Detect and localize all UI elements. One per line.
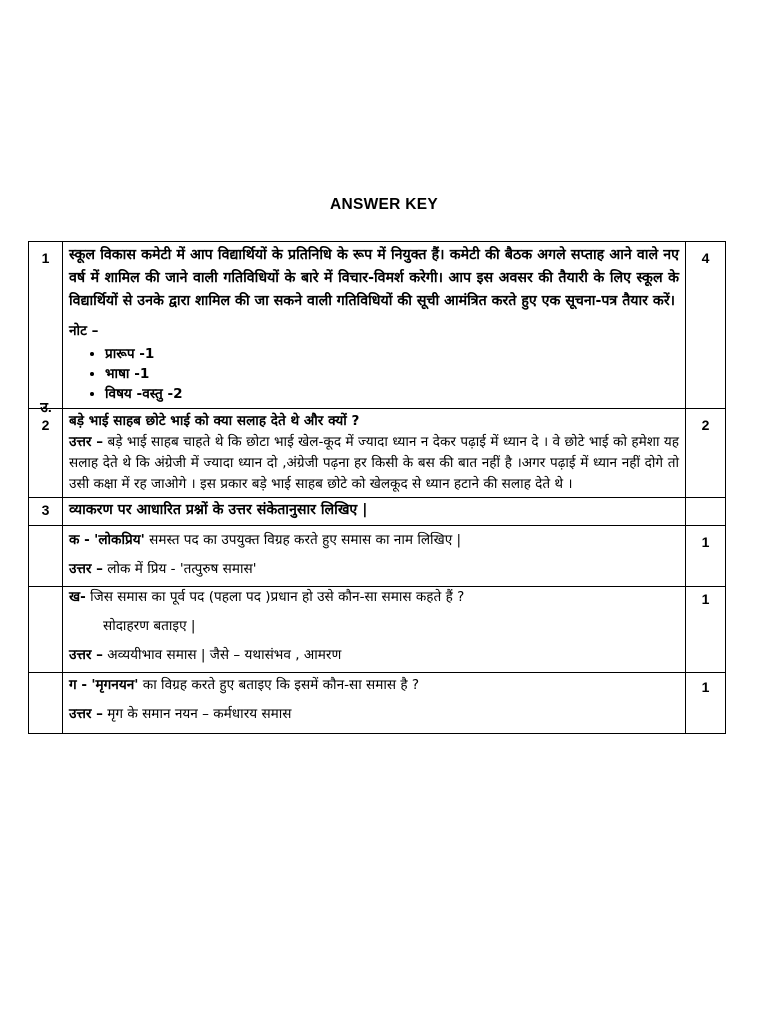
- question-content: [63, 242, 686, 409]
- marks-cell: 1: [686, 673, 726, 734]
- part-label: ख-: [69, 589, 86, 605]
- marks-cell: 1: [686, 526, 726, 587]
- answer-body: अव्ययीभाव समास | जैसे – यथासंभव , आमरण: [102, 647, 342, 663]
- answer-label: उत्तर –: [69, 434, 104, 450]
- note-label: नोट –: [69, 323, 99, 339]
- question-content: [63, 587, 686, 673]
- question-text: [69, 530, 679, 551]
- part-label: क -: [69, 532, 90, 548]
- answer-table: [28, 241, 726, 734]
- marks-cell: 2: [686, 409, 726, 498]
- table-row-q3-ga: [29, 673, 726, 734]
- table-row-q3-kha: [29, 587, 726, 673]
- question-number: 2: [29, 409, 63, 498]
- question-body: जिस समास का पूर्व पद (पहला पद )प्रधान हो उसे कौन-सा समास कहते हैं ?: [85, 589, 465, 605]
- empty-cell: [29, 587, 63, 673]
- list-item: • भाषा -1: [105, 364, 679, 384]
- marks-cell: [686, 498, 726, 526]
- table-row-q3: [29, 498, 726, 526]
- question-content: [63, 526, 686, 587]
- question-content: [63, 409, 686, 498]
- question-number: 1: [41, 250, 50, 266]
- term: 'लोकप्रिय': [94, 532, 145, 548]
- question-heading: [63, 498, 686, 526]
- table-row-q3-ka: [29, 526, 726, 587]
- table-row-q1: [29, 242, 726, 409]
- question-text: स्कूल विकास कमेटी में आप विद्यार्थियों के प्रतिनिधि के रूप में नियुक्त हैं। कमेटी की बैठक अगले सप्ताह आने वाले नए वर्ष में शामिल की जाने वाली गतिविधियों के बारे में विचार-विमर्श करेगी। आप इस अवसर की तैयारी के लिए स्कूल के विद्यार्थियों से उनके द्वारा शामिल की जा सकने वाली गतिविधियों की सूची आमंत्रित करते हुए एक सूचना-पत्र तैयार करें।: [69, 247, 679, 309]
- question-text: [69, 587, 679, 608]
- answer-label: उत्तर –: [69, 561, 103, 577]
- question-content: [63, 673, 686, 734]
- answer-label: उत्तर –: [69, 706, 103, 722]
- term: 'मृगनयन': [91, 677, 139, 693]
- answer-body: मृग के समान नयन – कर्मधारय समास: [102, 706, 292, 722]
- notes-list: [69, 344, 679, 404]
- question-number-cell: [29, 242, 63, 415]
- answer-text: [69, 704, 679, 725]
- answer-label-short: उ.: [40, 399, 52, 415]
- list-item: • विषय -वस्तु -2: [105, 384, 679, 404]
- question-text: बड़े भाई साहब छोटे भाई को क्या सलाह देते थे और क्यों ?: [69, 413, 360, 429]
- question-number: 3: [29, 498, 63, 526]
- question-body: समस्त पद का उपयुक्त विग्रह करते हुए समास का नाम लिखिए |: [144, 532, 462, 548]
- question-text-line2: सोदाहरण बताइए |: [103, 618, 196, 634]
- answer-text: [69, 559, 679, 580]
- question-body: का विग्रह करते हुए बताइए कि इसमें कौन-सा समास है ?: [138, 677, 420, 693]
- empty-cell: [29, 526, 63, 587]
- section-heading: व्याकरण पर आधारित प्रश्नों के उत्तर संकेतानुसार लिखिए |: [69, 502, 368, 518]
- marks-cell: 1: [686, 587, 726, 673]
- empty-cell: [29, 673, 63, 734]
- part-label: ग -: [69, 677, 88, 693]
- marks-cell: 4: [686, 242, 726, 409]
- answer-label: उत्तर –: [69, 647, 103, 663]
- answer-body: बड़े भाई साहब चाहते थे कि छोटा भाई खेल-कूद में ज्यादा ध्यान न देकर पढ़ाई में ध्यान दे । वे छोटे भाई को हमेशा यह सलाह देते थे कि अंग्रेजी में ज्यादा ध्यान दो ,अंग्रेजी पढ़ना हर किसी के बस की बात नहीं है ।अगर पढ़ाई में ध्यान नहीं दोगे तो उसी कक्षा में रह जाओगे । इस प्रकार बड़े भाई साहब छोटे को खेलकूद से ध्यान हटाने की सलाह देते थे ।: [69, 434, 679, 492]
- page-title: ANSWER KEY: [329, 196, 439, 213]
- list-item: • प्रारूप -1: [105, 344, 679, 364]
- answer-text: [69, 645, 679, 666]
- table-row-q2: [29, 409, 726, 498]
- answer-text: [69, 432, 679, 495]
- answer-body: लोक में प्रिय - 'तत्पुरुष समास': [102, 561, 257, 577]
- question-text: [69, 675, 679, 696]
